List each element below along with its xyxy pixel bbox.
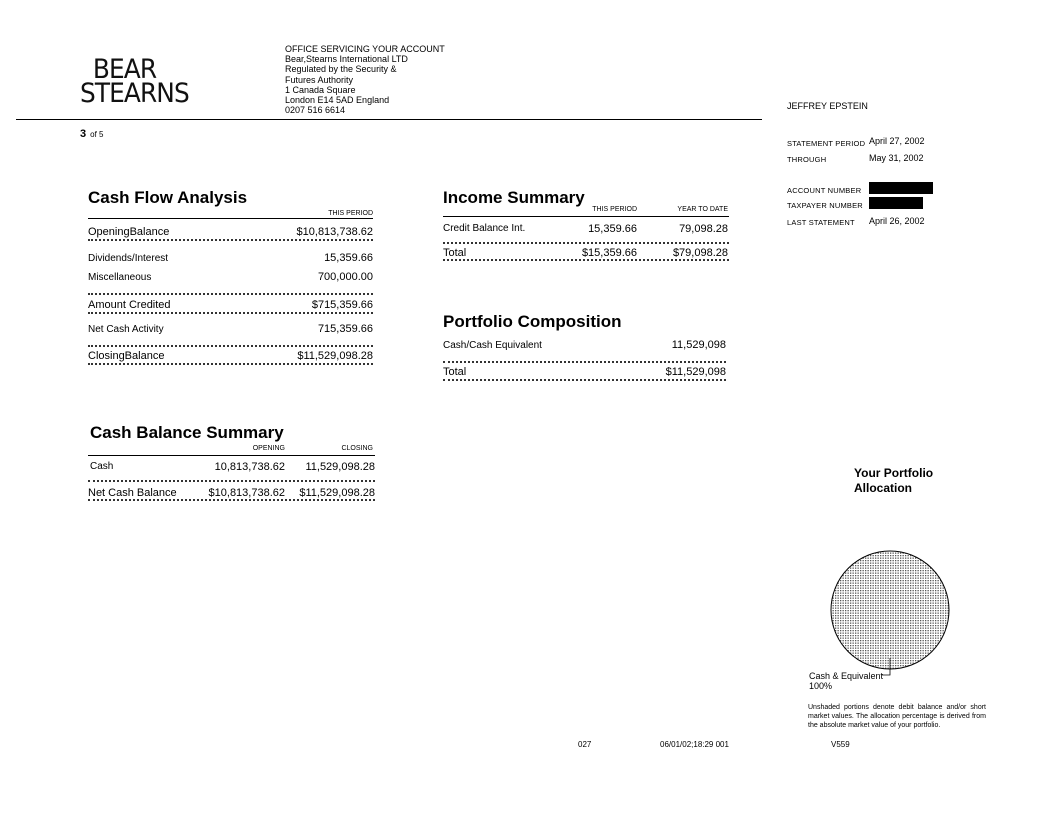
allocation-title-line: Your Portfolio [854,466,934,480]
cash-row [88,461,375,475]
credit-balance-row [443,223,729,237]
income-col-headers [443,206,729,215]
office-line: 0207 516 6614 [285,105,346,116]
footer-code-v: V559 [831,740,850,749]
pie-slice-label [809,671,883,691]
divider [88,218,373,219]
income-col-ytd: YEAR TO DATE [677,206,728,213]
dotted-divider [88,480,375,482]
miscellaneous-row [88,271,373,283]
last-statement-label: LAST STATEMENT [787,218,855,227]
cash-flow-col-header: THIS PERIOD [328,210,373,217]
allocation-footnote: Unshaded portions denote debit balance and/or short market values. The allocation percentage is derived from the absolute market value of your portfolio. [808,704,986,729]
row-label: Dividends/Interest [88,253,169,264]
row-ytd-value: $79,098.28 [672,247,728,259]
office-line: OFFICE SERVICING YOUR ACCOUNT [285,44,445,54]
row-label: Net Cash Balance [88,487,177,499]
dotted-divider [443,242,729,244]
income-total-row [443,247,729,261]
row-value: 15,359.66 [324,252,373,264]
row-ytd-value: 79,098.28 [679,223,728,235]
statement-period-value: April 27, 2002 [869,136,925,146]
row-label: Cash [90,461,114,472]
office-line: 1 Canada Square [285,84,356,95]
row-closing-value: $11,529,098.28 [299,487,375,499]
closing-balance-row [88,350,373,362]
row-value: $11,529,098.28 [297,350,373,362]
cash-balance-col-headers [88,445,375,454]
row-label: Miscellaneous [88,272,152,283]
row-value: 11,529,098 [671,339,726,351]
slice-name: Cash & Equivalent [809,671,884,681]
row-value: 700,000.00 [317,271,373,283]
statement-period-label: STATEMENT PERIOD [787,139,866,148]
row-label: Total [443,247,467,259]
pie-slice-cash-equivalent [831,551,949,669]
row-label: OpeningBalance [88,226,170,238]
divider [88,455,375,456]
page-indicator [80,128,103,140]
row-value: $715,359.66 [311,299,373,311]
row-value: 715,359.66 [317,323,373,335]
logo-line-1: BEAR [92,54,157,85]
income-summary-section [443,188,729,261]
page-current: 3 [80,128,87,140]
account-number-redacted [869,182,933,194]
income-summary-title: Income Summary [443,188,585,207]
through-label: THROUGH [787,155,827,164]
dotted-divider [88,239,373,241]
portfolio-composition-title: Portfolio Composition [443,312,622,331]
dotted-divider [443,379,726,381]
bear-stearns-logo [80,54,198,109]
dotted-divider [443,361,726,363]
office-line: London E14 5AD England [285,95,390,106]
cash-flow-title: Cash Flow Analysis [88,188,248,207]
logo-line-2: STEARNS [80,78,189,109]
last-statement-value: April 26, 2002 [869,216,925,226]
row-value: $10,813,738.62 [296,226,373,238]
row-label: Amount Credited [88,299,171,311]
account-number-label: ACCOUNT NUMBER [787,186,862,195]
net-cash-balance-row [88,487,375,501]
office-line: Regulated by the Security & [285,64,397,75]
row-label: Net Cash Activity [88,324,164,335]
through-value: May 31, 2002 [869,153,924,163]
row-opening-value: 10,813,738.62 [214,461,285,473]
cash-balance-section [88,423,375,501]
row-label: Credit Balance Int. [443,223,526,234]
row-opening-value: $10,813,738.62 [208,487,285,499]
footer-timestamp: 06/01/02;18:29 001 [660,740,729,749]
cash-equivalent-row [443,339,726,351]
slice-percent: 100% [809,681,833,691]
dotted-divider [88,312,373,314]
header-divider [16,119,762,120]
cash-flow-section [88,188,373,365]
page-total: of 5 [90,130,104,139]
cash-balance-title: Cash Balance Summary [90,423,284,442]
income-col-this-period: THIS PERIOD [592,206,637,213]
taxpayer-number-redacted [869,197,923,209]
footer-code: 027 [578,740,592,749]
office-line: Bear,Stearns International LTD [285,54,408,65]
amount-credited-row [88,299,373,311]
office-address-block [285,44,445,115]
row-value: $11,529,098 [665,366,726,378]
row-period-value: $15,359.66 [581,247,637,259]
allocation-title [854,466,933,496]
row-label: Total [443,366,467,378]
col-closing: CLOSING [341,445,373,452]
dividends-row [88,252,373,264]
allocation-title-line: Allocation [854,481,913,495]
account-holder-name: JEFFREY EPSTEIN [787,101,868,111]
row-period-value: 15,359.66 [588,223,637,235]
portfolio-composition-section [443,312,726,381]
col-opening: OPENING [252,445,285,452]
dotted-divider [88,345,373,347]
portfolio-total-row [443,366,726,378]
divider [443,216,729,217]
row-closing-value: 11,529,098.28 [305,461,375,473]
taxpayer-number-label: TAXPAYER NUMBER [787,201,863,210]
office-line: Futures Authority [285,74,354,85]
dotted-divider [88,293,373,295]
row-label: Cash/Cash Equivalent [443,340,542,351]
row-label: ClosingBalance [88,350,165,362]
opening-balance-row [88,226,373,238]
net-cash-activity-row [88,323,373,335]
dotted-divider [88,363,373,365]
